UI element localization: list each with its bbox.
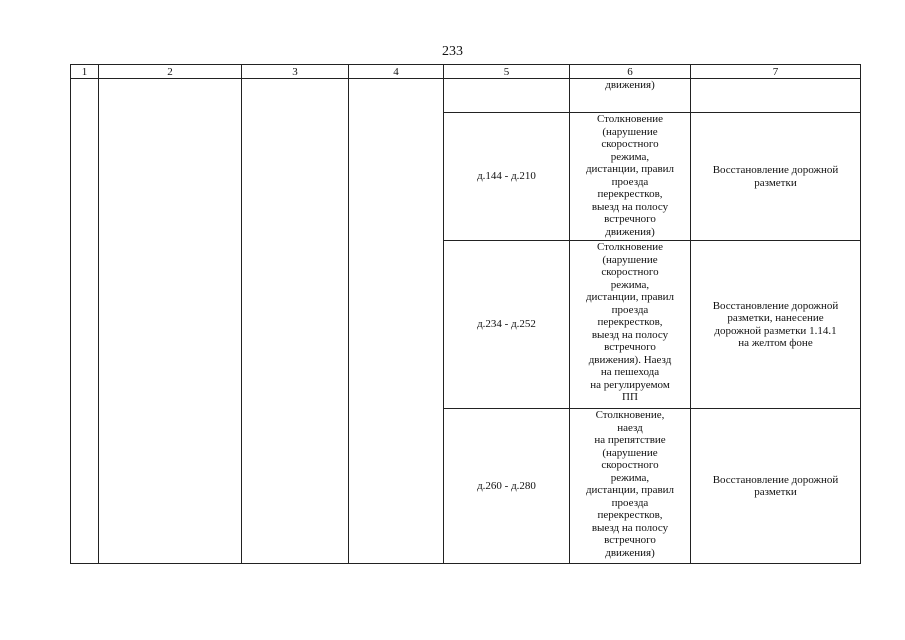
column-3-cell [242,79,349,564]
page-number: 233 [442,44,463,59]
column-header-6: 6 [570,65,691,79]
column-4-cell [349,79,444,564]
section-cell: д.234 - д.252 [444,241,570,409]
section-cell: д.260 - д.280 [444,409,570,564]
measures-cell: Восстановление дорожной разметки, нанесение дорожной разметки 1.14.1 на желтом фоне [691,241,861,409]
table-row [71,79,861,113]
column-header-3: 3 [242,65,349,79]
column-2-cell [99,79,242,564]
section-cell [444,79,570,113]
column-header-4: 4 [349,65,444,79]
column-1-cell [71,79,99,564]
column-header-1: 1 [71,65,99,79]
accident-type-cell: Столкновение (нарушение скоростного режима, дистанции, правил проезда перекрестков, выезд на полосу встречного движения). Наезд на пешехода на регулируемом ПП [570,241,691,409]
header-row [71,65,861,79]
measures-cell: Восстановление дорожной разметки [691,113,861,241]
column-header-7: 7 [691,65,861,79]
accident-type-cell: Столкновение, наезд на препятствие (нарушение скоростного режима, дистанции, правил проезда перекрестков, выезд на полосу встречного движения) [570,409,691,564]
document-table [70,64,861,564]
section-cell: д.144 - д.210 [444,113,570,241]
measures-cell [691,79,861,113]
column-header-2: 2 [99,65,242,79]
measures-cell: Восстановление дорожной разметки [691,409,861,564]
accident-type-cell: движения) [570,79,691,113]
column-header-5: 5 [444,65,570,79]
accident-type-cell: Столкновение (нарушение скоростного режима, дистанции, правил проезда перекрестков, выезд на полосу встречного движения) [570,113,691,241]
